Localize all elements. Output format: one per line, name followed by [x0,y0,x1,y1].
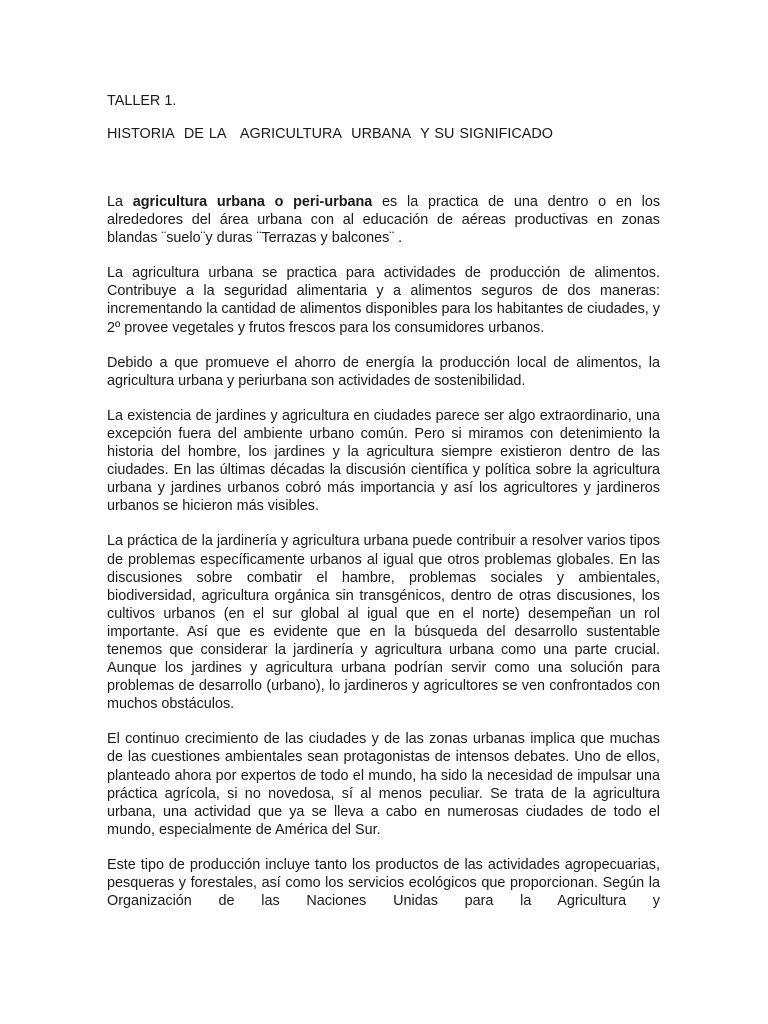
paragraph-1-before: La [107,194,133,210]
paragraph-5: La práctica de la jardinería y agricultura urbana puede contribuir a resolver varios tipos de problemas específicamente urbanos al igual que otros problemas globales. En las discusiones sobre combatir el hambre, problemas sociales y ambientales, biodiversidad, agricultura orgánica sin transgénicos, dentro de otras discusiones, los cultivos urbanos (en el sur global al igual que en el norte) desempeñan un rol importante. Así que es evidente que en la búsqueda del desarrollo sustentable tenemos que considerar la jardinería y agricultura urbana como una parte crucial. Aunque los jardines y agricultura urbana podrían servir como una solución para problemas de desarrollo (urbano), lo jardineros y agricultores se ven confrontados con muchos obstáculos. [107,533,660,713]
document-page [107,92,660,927]
document-label: TALLER 1. [107,93,177,109]
paragraph-7: Este tipo de producción incluye tanto los productos de las actividades agropecuarias, pesqueras y forestales, así como los servicios ecológicos que proporcionan. Según la Organización de las Naciones Unidas para la Agricultura y [107,856,660,910]
paragraph-1-after: es la practica de una dentro o en los alrededores del área urbana con al educación de aéreas productivas en zonas blandas ¨suelo¨y duras ¨Terrazas y balcones¨ . [107,194,661,247]
paragraph-6: El continuo crecimiento de las ciudades y de las zonas urbanas implica que muchas de las cuestiones ambientales sean protagonistas de intensos debates. Uno de ellos, planteado ahora por expertos de todo el mundo, ha sido la necesidad de impulsar una práctica agrícola, si no novedosa, sí al menos peculiar. Se trata de la agricultura urbana, una actividad que ya se lleva a cabo en numerosas ciudades de todo el mundo, especialmente de América del Sur. [107,731,660,838]
paragraph-3: Debido a que promueve el ahorro de energía la producción local de alimentos, la agricultura urbana y periurbana son actividades de sostenibilidad. [107,354,660,389]
paragraph-2: La agricultura urbana se practica para actividades de producción de alimentos. Contribuye a la seguridad alimentaria y a alimentos seguros de dos maneras: incrementando la cantidad de alimentos disponibles para los habitantes de ciudades, y 2º provee vegetales y frutos frescos para los consumidores urbanos. [107,265,660,336]
paragraph-1 [107,193,660,247]
paragraph-4: La existencia de jardines y agricultura en ciudades parece ser algo extraordinario, una excepción fuera del ambiente urbano común. Pero si miramos con detenimiento la historia del hombre, los jardines y la agricultura siempre existieron dentro de las ciudades. En las últimas décadas la discusión científica y política sobre la agricultura urbana y jardines urbanos cobró más importancia y así los agricultores y jardineros urbanos se hicieron más visibles. [107,407,660,515]
paragraph-1-bold-term: agricultura urbana o peri-urbana [132,194,373,210]
document-title: HISTORIA DE LA AGRICULTURA URBANA Y SU SIGNIFICADO [107,126,553,142]
